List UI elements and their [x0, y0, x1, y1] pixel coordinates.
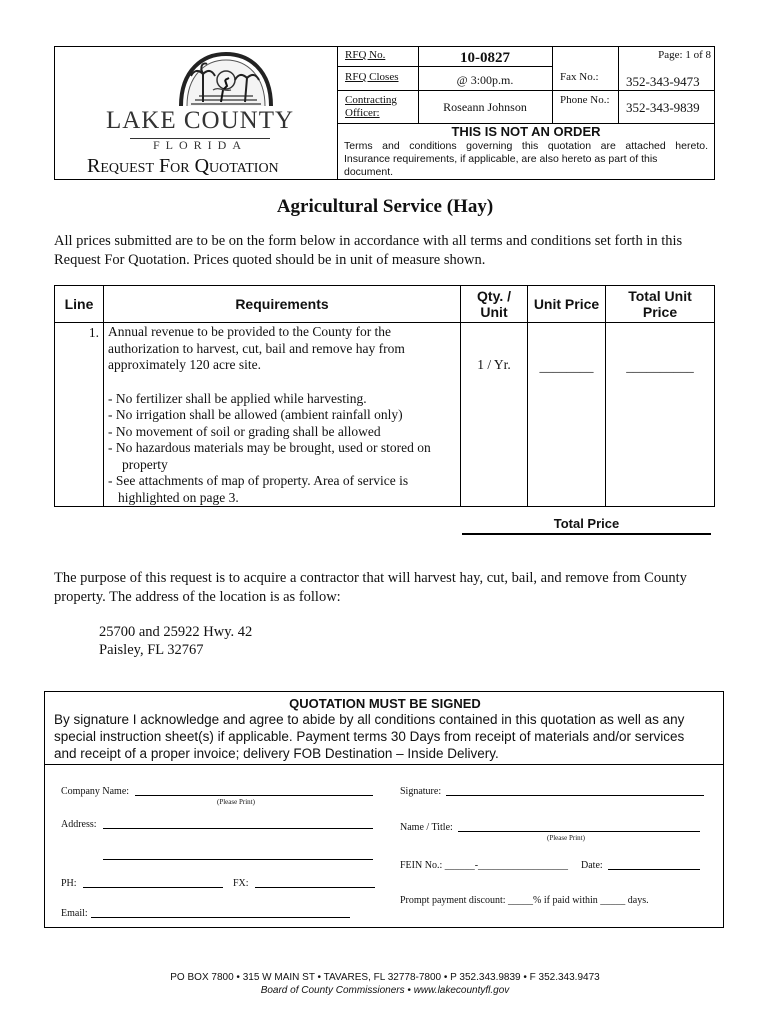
signed-text-2: special instruction sheet(s) if applicable. Payment terms 30 Days from receipt of materials and/or services: [54, 729, 685, 744]
address-field-2[interactable]: [103, 859, 373, 860]
row-qty: 1 / Yr.: [461, 323, 528, 507]
requirement-bullet: - No irrigation shall be allowed (ambient rainfall only): [108, 407, 403, 422]
address-line-2: Paisley, FL 32767: [99, 642, 204, 658]
col-header-total-1: Total Unit: [628, 288, 692, 304]
logo-name: LAKE COUNTY: [105, 107, 295, 134]
divider: [337, 90, 715, 91]
rfq-closes-label: RFQ Closes: [345, 71, 399, 83]
fein-field[interactable]: FEIN No.: ______-__________________: [400, 860, 569, 871]
signature-label: Signature:: [400, 786, 442, 797]
total-price-line[interactable]: [462, 533, 711, 535]
phone-label: Phone No.:: [560, 94, 610, 106]
name-title-field[interactable]: [458, 831, 700, 832]
terms-line-1: Terms and conditions governing this quotation are attached hereto.: [344, 140, 708, 152]
name-title-label: Name / Title:: [400, 822, 453, 833]
rfq-header-box: [54, 46, 715, 180]
phone-field[interactable]: [83, 887, 223, 888]
table-header-row: [55, 286, 715, 323]
intro-line-2: Request For Quotation. Prices quoted should be in unit of measure shown.: [54, 252, 486, 268]
please-print-note: (Please Print): [547, 834, 585, 842]
purpose-line-1: The purpose of this request is to acquire a contractor that will harvest hay, cut, bail, and remove from County: [54, 570, 687, 586]
purpose-line-2: property. The address of the location is as follow:: [54, 589, 341, 605]
email-label: Email:: [61, 908, 88, 919]
requirement-bullet: - See attachments of map of property. Area of service is: [108, 473, 409, 488]
fax-field[interactable]: [255, 887, 375, 888]
requirement-bullet: - No movement of soil or grading shall be allowed: [108, 423, 381, 439]
signed-text-1: By signature I acknowledge and agree to abide by all conditions contained in this quotation as well as any: [54, 712, 685, 727]
requirement-desc-line: authorization to harvest, cut, bail and remove hay from: [108, 340, 405, 356]
divider: [552, 47, 553, 123]
requirement-bullet: highlighted on page 3.: [118, 489, 239, 505]
requirement-desc-line: Annual revenue to be provided to the County for the: [108, 324, 392, 339]
footer-address: PO BOX 7800 • 315 W MAIN ST • TAVARES, FL 32778-7800 • P 352.343.9839 • F 352.343.9473: [170, 972, 600, 983]
footer-board-website: Board of County Commissioners • www.lakecountyfl.gov: [260, 985, 510, 996]
intro-line-1: All prices submitted are to be on the form below in accordance with all terms and conditions set forth in this: [54, 233, 683, 249]
officer-label-2: Officer:: [345, 107, 380, 119]
row-unit-price-blank[interactable]: ________: [528, 323, 606, 507]
company-name-field[interactable]: [135, 795, 373, 796]
fax-value: 352-343-9473: [626, 74, 700, 89]
row-line-number: 1.: [55, 323, 104, 507]
terms-line-2: Insurance requirements, if applicable, are also hereto as part of this: [344, 153, 658, 165]
page-title: Agricultural Service (Hay): [276, 196, 494, 217]
col-header-qty-1: Qty. /: [477, 288, 511, 304]
terms-line-3: document.: [344, 166, 394, 178]
requirements-table: [54, 285, 715, 507]
rfq-no-value: 10-0827: [460, 50, 510, 66]
email-field[interactable]: [91, 917, 350, 918]
fax-label: Fax No.:: [560, 71, 599, 83]
officer-label-1: Contracting: [345, 94, 397, 106]
officer-value: Roseann Johnson: [443, 100, 527, 114]
not-an-order-notice: THIS IS NOT AN ORDER: [451, 124, 601, 139]
phone-field-label: PH:: [61, 878, 77, 889]
col-header-total-price: [606, 286, 715, 323]
signed-text-3: and receipt of a proper invoice; delivery FOB Destination – Inside Delivery.: [54, 746, 499, 761]
quotation-signed-heading: QUOTATION MUST BE SIGNED: [289, 696, 481, 711]
phone-value: 352-343-9839: [626, 100, 700, 115]
requirement-desc-line: approximately 120 acre site.: [108, 357, 261, 372]
address-field-1[interactable]: [103, 828, 373, 829]
table-row: [55, 323, 715, 507]
total-price-label: Total Price: [553, 516, 620, 531]
col-header-total-2: Price: [642, 304, 678, 320]
address-label: Address:: [61, 819, 97, 830]
col-header-line: Line: [55, 286, 104, 323]
divider: [45, 764, 723, 765]
date-field[interactable]: [608, 869, 700, 870]
logo-subtitle: FLORIDA: [152, 138, 247, 152]
divider: [618, 47, 619, 123]
requirement-bullet: - No fertilizer shall be applied while harvesting.: [108, 390, 367, 406]
signature-section: [44, 691, 724, 928]
col-header-qty-2: Unit: [480, 304, 508, 320]
rfq-no-label: RFQ No.: [345, 49, 386, 61]
row-total-price-blank[interactable]: __________: [606, 323, 715, 507]
company-name-label: Company Name:: [61, 786, 130, 797]
fax-field-label: FX:: [233, 878, 249, 889]
col-header-unit-price: Unit Price: [528, 286, 606, 323]
page-number: Page: 1 of 8: [658, 49, 711, 61]
lake-county-seal-logo: [173, 50, 279, 108]
row-requirements: [104, 323, 461, 507]
requirement-bullet: property: [122, 456, 168, 472]
rfq-closes-value: @ 3:00p.m.: [456, 73, 514, 87]
date-label: Date:: [581, 860, 603, 871]
signature-field[interactable]: [446, 795, 704, 796]
document-type: Request For Quotation: [87, 155, 279, 177]
col-header-qty: [461, 286, 528, 323]
prompt-payment-discount-field[interactable]: Prompt payment discount: _____% if paid within _____ days.: [400, 895, 649, 906]
please-print-note: (Please Print): [217, 798, 255, 806]
requirement-bullet: - No hazardous materials may be brought, used or stored on: [108, 440, 431, 455]
address-line-1: 25700 and 25922 Hwy. 42: [99, 624, 253, 640]
col-header-requirements: Requirements: [104, 286, 461, 323]
